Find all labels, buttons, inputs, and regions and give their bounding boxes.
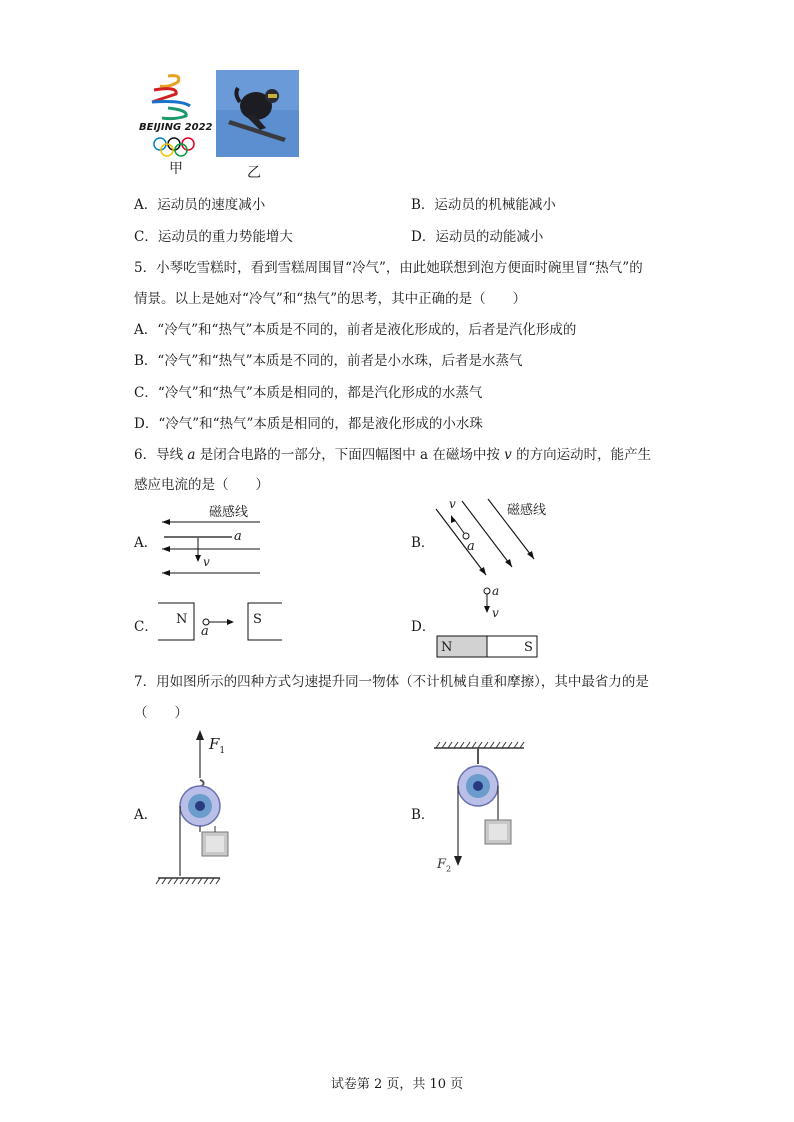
q6-stem-var-v: v [504,447,512,463]
q6-d-north-label: N [441,640,453,655]
q5-stem-line1: 5．小琴吃雪糕时，看到雪糕周围冒“冷气”，由此她联想到泡方便面时碗里冒“热气”的 [134,260,643,276]
q6-stem-part1: 6．导线 [134,447,188,463]
figure-caption-yi: 乙 [247,165,261,181]
q7-stem-line1: 7．用如图所示的四种方式匀速提升同一物体（不计机械自重和摩擦），其中最省力的是 [134,674,649,690]
q6-stem-var-a: a [187,447,196,463]
q6-option-b-label[interactable]: B． [411,535,435,551]
q5-stem-line2: 情景。以上是她对“冷气”和“热气”的思考，其中正确的是（ ） [134,291,527,307]
q6-stem-part3: 的方向运动时，能产生 [511,447,652,463]
q6-option-c-label[interactable]: C． [134,619,158,635]
q4-option-a[interactable]: A．运动员的速度减小 [134,197,266,213]
q6-b-velocity-label: v [449,497,456,511]
q6-stem-line2: 感应电流的是（ ） [134,477,269,493]
q6-d-wire-label: a [492,584,500,598]
q6-a-velocity-label: v [203,555,210,569]
q7-force-a-label [209,735,225,756]
olympic-rings [152,136,202,158]
q7-force-b-subscript: 2 [446,864,452,874]
q5-option-d[interactable]: D．“冷气”和“热气”本质是相同的，都是液化形成的小水珠 [134,416,483,432]
q5-option-c[interactable]: C．“冷气”和“热气”本质是相同的，都是汽化形成的水蒸气 [134,385,483,401]
figure-caption-jia: 甲 [169,161,183,177]
q7-force-b-symbol: F [437,857,447,872]
logo-text: BEIJING 2022 [139,122,213,133]
q6-c-wire-label: a [201,624,209,639]
snowboarder-photo [216,70,299,157]
q4-option-d[interactable]: D．运动员的动能减小 [411,229,544,245]
q6-d-south-label: S [524,640,533,655]
q6-option-a-label[interactable]: A． [134,535,158,551]
q7-force-a-symbol: F [209,735,220,753]
q6-a-field-label: 磁感线 [209,505,249,520]
q6-c-south-label: S [253,612,262,627]
q7-option-b-label[interactable]: B． [411,807,435,823]
q7-force-a-subscript: 1 [219,746,226,756]
q6-d-velocity-label: v [492,606,499,620]
q6-option-d-label[interactable]: D． [411,619,436,635]
q4-option-c[interactable]: C．运动员的重力势能增大 [134,229,293,245]
q7-stem-line2: （ ） [134,705,188,721]
page-footer: 试卷第 2 页，共 10 页 [330,1077,464,1092]
q6-c-north-label: N [176,612,188,627]
q4-option-b[interactable]: B．运动员的机械能减小 [411,197,556,213]
q6-b-field-label: 磁感线 [507,503,547,518]
q6-stem-part2: 是闭合电路的一部分，下面四幅图中 a 在磁场中按 [195,447,505,463]
q5-option-b[interactable]: B．“冷气”和“热气”本质是不同的，前者是小水珠，后者是水蒸气 [134,353,523,369]
q7-force-b-label [437,857,451,874]
q6-a-wire-label: a [234,529,242,544]
q7-figure-a[interactable] [150,728,250,888]
q7-option-a-label[interactable]: A． [134,807,158,823]
q6-b-wire-label: a [467,539,475,554]
q6-stem-line1 [134,443,651,463]
q5-option-a[interactable]: A．“冷气”和“热气”本质是不同的，前者是液化形成的，后者是汽化形成的 [134,322,577,338]
